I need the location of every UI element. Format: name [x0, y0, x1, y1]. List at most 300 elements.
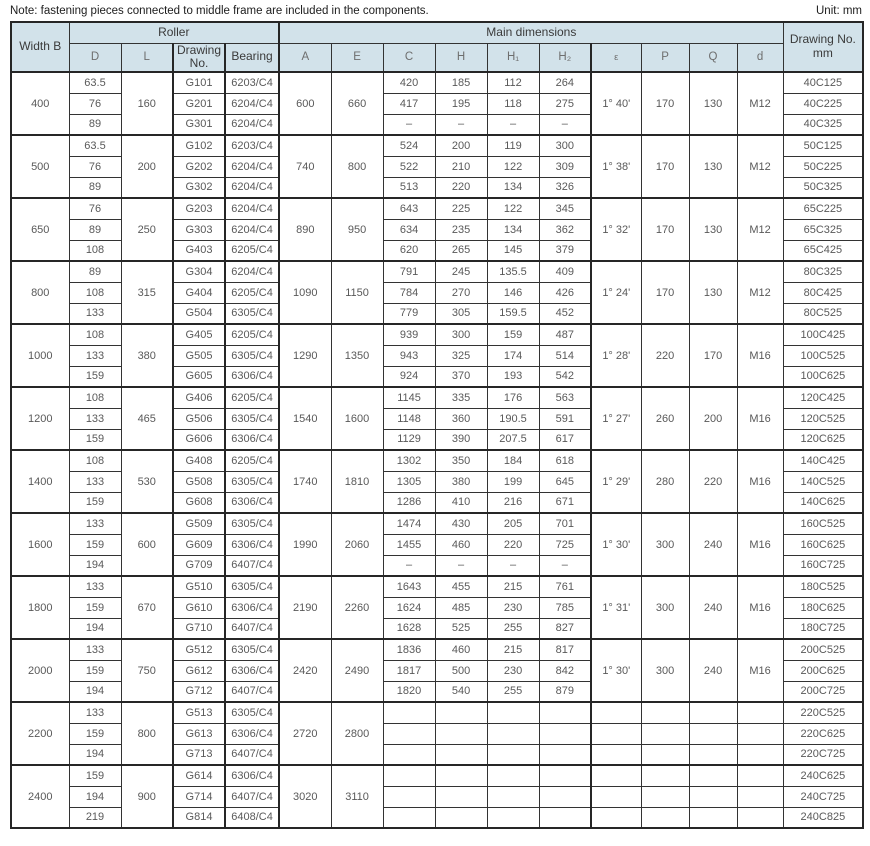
cell-c: 924: [383, 366, 435, 387]
cell-epsilon: 1° 31': [591, 576, 641, 639]
cell-thread-d: [737, 765, 783, 786]
cell-bearing: 6306/C4: [225, 660, 279, 681]
col-header-c: C: [383, 43, 435, 72]
cell-bearing: 6407/C4: [225, 786, 279, 807]
cell-roller-d: 133: [69, 513, 121, 534]
cell-bearing: 6306/C4: [225, 492, 279, 513]
cell-h: 430: [435, 513, 487, 534]
cell-thread-d: M16: [737, 513, 783, 576]
cell-bearing: 6306/C4: [225, 366, 279, 387]
cell-h2: 563: [539, 387, 591, 408]
table-row: [11, 387, 863, 408]
cell-epsilon: [591, 723, 641, 744]
cell-h2: 618: [539, 450, 591, 471]
cell-roller-d: 159: [69, 429, 121, 450]
cell-e: 1600: [331, 387, 383, 450]
cell-thread-d: M12: [737, 198, 783, 261]
cell-c: 420: [383, 72, 435, 93]
cell-bearing: 6204/C4: [225, 219, 279, 240]
cell-roller-drawing-no: G610: [173, 597, 225, 618]
cell-e: 1150: [331, 261, 383, 324]
cell-h: 500: [435, 660, 487, 681]
cell-roller-drawing-no: G709: [173, 555, 225, 576]
cell-p: 220: [641, 324, 689, 387]
cell-bearing: 6305/C4: [225, 639, 279, 660]
cell-drawing-no-mm: 100C625: [783, 366, 863, 387]
cell-roller-drawing-no: G814: [173, 807, 225, 828]
table-row: [11, 198, 863, 219]
cell-drawing-no-mm: 220C525: [783, 702, 863, 723]
cell-roller-d: 133: [69, 408, 121, 429]
cell-bearing: 6205/C4: [225, 240, 279, 261]
cell-drawing-no-mm: 65C425: [783, 240, 863, 261]
cell-c: –: [383, 555, 435, 576]
cell-roller-drawing-no: G202: [173, 156, 225, 177]
cell-h: 200: [435, 135, 487, 156]
cell-roller-d: 159: [69, 597, 121, 618]
cell-e: 2490: [331, 639, 383, 702]
cell-roller-drawing-no: G513: [173, 702, 225, 723]
cell-h1: 193: [487, 366, 539, 387]
cell-h1: 215: [487, 639, 539, 660]
cell-roller-d: 89: [69, 114, 121, 135]
cell-roller-d: 194: [69, 618, 121, 639]
cell-h2: 542: [539, 366, 591, 387]
cell-bearing: 6305/C4: [225, 345, 279, 366]
cell-q: 130: [689, 72, 737, 135]
cell-epsilon: [591, 807, 641, 828]
cell-p: 300: [641, 513, 689, 576]
cell-q: 240: [689, 576, 737, 639]
cell-c: 1643: [383, 576, 435, 597]
cell-h1: –: [487, 555, 539, 576]
cell-q: [689, 702, 737, 723]
cell-drawing-no-mm: 240C625: [783, 765, 863, 786]
cell-p: 170: [641, 135, 689, 198]
cell-q: 130: [689, 198, 737, 261]
cell-h: [435, 786, 487, 807]
cell-roller-d: 159: [69, 660, 121, 681]
cell-h: 390: [435, 429, 487, 450]
cell-c: 1474: [383, 513, 435, 534]
table-row: [11, 702, 863, 723]
cell-a: 1290: [279, 324, 331, 387]
cell-c: 1455: [383, 534, 435, 555]
cell-q: 220: [689, 450, 737, 513]
cell-h1: 135.5: [487, 261, 539, 282]
cell-drawing-no-mm: 180C525: [783, 576, 863, 597]
cell-bearing: 6205/C4: [225, 324, 279, 345]
cell-p: 280: [641, 450, 689, 513]
cell-roller-d: 76: [69, 198, 121, 219]
cell-roller-drawing-no: G712: [173, 681, 225, 702]
cell-thread-d: M16: [737, 576, 783, 639]
cell-drawing-no-mm: 160C525: [783, 513, 863, 534]
cell-h1: 215: [487, 576, 539, 597]
col-header-q: Q: [689, 43, 737, 72]
cell-thread-d: M16: [737, 324, 783, 387]
cell-h: 185: [435, 72, 487, 93]
cell-h1: 176: [487, 387, 539, 408]
cell-roller-d: 63.5: [69, 135, 121, 156]
cell-e: 2060: [331, 513, 383, 576]
col-header-h1: H₁: [487, 43, 539, 72]
cell-roller-drawing-no: G713: [173, 744, 225, 765]
col-header-a: A: [279, 43, 331, 72]
cell-c: 1145: [383, 387, 435, 408]
cell-drawing-no-mm: 220C625: [783, 723, 863, 744]
cell-h1: 230: [487, 597, 539, 618]
cell-drawing-no-mm: 220C725: [783, 744, 863, 765]
cell-h2: 842: [539, 660, 591, 681]
cell-drawing-no-mm: 50C325: [783, 177, 863, 198]
cell-a: 600: [279, 72, 331, 135]
cell-bearing: 6305/C4: [225, 513, 279, 534]
table-row: [11, 450, 863, 471]
cell-h: 485: [435, 597, 487, 618]
cell-bearing: 6306/C4: [225, 429, 279, 450]
cell-epsilon: 1° 28': [591, 324, 641, 387]
cell-drawing-no-mm: 100C525: [783, 345, 863, 366]
cell-drawing-no-mm: 65C225: [783, 198, 863, 219]
cell-drawing-no-mm: 80C325: [783, 261, 863, 282]
cell-h1: 134: [487, 219, 539, 240]
cell-epsilon: [591, 765, 641, 786]
cell-roller-drawing-no: G614: [173, 765, 225, 786]
cell-c: 524: [383, 135, 435, 156]
cell-drawing-no-mm: 140C425: [783, 450, 863, 471]
cell-bearing: 6407/C4: [225, 555, 279, 576]
cell-h: –: [435, 555, 487, 576]
table-row: [11, 72, 863, 93]
cell-roller-drawing-no: G508: [173, 471, 225, 492]
cell-thread-d: [737, 807, 783, 828]
cell-h: [435, 744, 487, 765]
cell-h2: 452: [539, 303, 591, 324]
cell-h: 335: [435, 387, 487, 408]
cell-roller-drawing-no: G406: [173, 387, 225, 408]
cell-h1: 255: [487, 618, 539, 639]
cell-roller-d: 133: [69, 639, 121, 660]
cell-c: 513: [383, 177, 435, 198]
cell-thread-d: [737, 723, 783, 744]
cell-roller-d: 76: [69, 93, 121, 114]
cell-roller-drawing-no: G609: [173, 534, 225, 555]
cell-roller-d: 108: [69, 282, 121, 303]
cell-h2: 725: [539, 534, 591, 555]
cell-thread-d: M16: [737, 387, 783, 450]
table-row: [11, 324, 863, 345]
cell-h: 265: [435, 240, 487, 261]
cell-c: 1286: [383, 492, 435, 513]
cell-bearing: 6306/C4: [225, 534, 279, 555]
cell-c: –: [383, 114, 435, 135]
col-header-bearing: Bearing: [225, 43, 279, 72]
cell-h1: 118: [487, 93, 539, 114]
note-text: Note: fastening pieces connected to middle frame are included in the components.: [10, 5, 429, 17]
cell-roller-drawing-no: G405: [173, 324, 225, 345]
cell-roller-drawing-no: G505: [173, 345, 225, 366]
cell-h2: 264: [539, 72, 591, 93]
cell-h2: 487: [539, 324, 591, 345]
cell-a: 1990: [279, 513, 331, 576]
cell-drawing-no-mm: 120C425: [783, 387, 863, 408]
cell-c: 643: [383, 198, 435, 219]
cell-h1: 207.5: [487, 429, 539, 450]
cell-h: 370: [435, 366, 487, 387]
cell-drawing-no-mm: 240C725: [783, 786, 863, 807]
cell-h2: 645: [539, 471, 591, 492]
col-header-width-b: Width B: [11, 22, 69, 72]
cell-bearing: 6306/C4: [225, 723, 279, 744]
cell-h1: –: [487, 114, 539, 135]
cell-bearing: 6204/C4: [225, 156, 279, 177]
cell-bearing: 6205/C4: [225, 282, 279, 303]
cell-roller-d: 159: [69, 492, 121, 513]
cell-roller-d: 133: [69, 303, 121, 324]
cell-e: 3110: [331, 765, 383, 828]
cell-epsilon: 1° 40': [591, 72, 641, 135]
cell-p: [641, 807, 689, 828]
cell-roller-d: 159: [69, 534, 121, 555]
cell-drawing-no-mm: 100C425: [783, 324, 863, 345]
cell-h1: [487, 723, 539, 744]
cell-c: 939: [383, 324, 435, 345]
cell-drawing-no-mm: 240C825: [783, 807, 863, 828]
cell-bearing: 6205/C4: [225, 387, 279, 408]
cell-p: 170: [641, 261, 689, 324]
cell-h1: [487, 702, 539, 723]
cell-h1: [487, 807, 539, 828]
cell-e: 800: [331, 135, 383, 198]
cell-roller-d: 108: [69, 387, 121, 408]
col-header-epsilon: ε: [591, 43, 641, 72]
cell-roller-d: 159: [69, 723, 121, 744]
cell-h: 525: [435, 618, 487, 639]
cell-h1: 122: [487, 156, 539, 177]
cell-drawing-no-mm: 180C625: [783, 597, 863, 618]
cell-q: [689, 723, 737, 744]
cell-roller-drawing-no: G203: [173, 198, 225, 219]
cell-roller-l: 250: [121, 198, 173, 261]
cell-p: 300: [641, 576, 689, 639]
col-header-l: L: [121, 43, 173, 72]
cell-q: 170: [689, 324, 737, 387]
cell-epsilon: [591, 786, 641, 807]
unit-label: Unit: mm: [816, 5, 862, 17]
cell-p: [641, 723, 689, 744]
cell-drawing-no-mm: 80C425: [783, 282, 863, 303]
cell-c: 522: [383, 156, 435, 177]
cell-h2: 362: [539, 219, 591, 240]
cell-h2: 761: [539, 576, 591, 597]
cell-h1: [487, 786, 539, 807]
cell-p: [641, 744, 689, 765]
cell-thread-d: M12: [737, 72, 783, 135]
col-group-roller: Roller: [69, 22, 279, 43]
cell-h2: 426: [539, 282, 591, 303]
cell-roller-drawing-no: G404: [173, 282, 225, 303]
cell-a: 2190: [279, 576, 331, 639]
cell-bearing: 6407/C4: [225, 618, 279, 639]
cell-a: 2420: [279, 639, 331, 702]
cell-q: 240: [689, 513, 737, 576]
cell-h2: –: [539, 555, 591, 576]
cell-e: 950: [331, 198, 383, 261]
cell-h2: 701: [539, 513, 591, 534]
cell-e: 2260: [331, 576, 383, 639]
cell-bearing: 6204/C4: [225, 93, 279, 114]
cell-e: 1810: [331, 450, 383, 513]
cell-c: 1820: [383, 681, 435, 702]
cell-h2: 785: [539, 597, 591, 618]
cell-roller-l: 530: [121, 450, 173, 513]
cell-roller-drawing-no: G608: [173, 492, 225, 513]
cell-c: [383, 786, 435, 807]
cell-roller-drawing-no: G506: [173, 408, 225, 429]
cell-a: 1090: [279, 261, 331, 324]
cell-h2: 409: [539, 261, 591, 282]
table-body: [11, 72, 863, 828]
cell-p: 300: [641, 639, 689, 702]
cell-c: 1302: [383, 450, 435, 471]
cell-h1: 112: [487, 72, 539, 93]
cell-width-b: 1200: [11, 387, 69, 450]
cell-roller-d: 133: [69, 345, 121, 366]
cell-drawing-no-mm: 80C525: [783, 303, 863, 324]
cell-roller-drawing-no: G606: [173, 429, 225, 450]
cell-bearing: 6203/C4: [225, 135, 279, 156]
cell-c: 1129: [383, 429, 435, 450]
col-header-e: E: [331, 43, 383, 72]
cell-bearing: 6305/C4: [225, 576, 279, 597]
top-line: [10, 5, 862, 17]
cell-h: [435, 702, 487, 723]
cell-h2: [539, 786, 591, 807]
cell-h: 540: [435, 681, 487, 702]
cell-h2: 275: [539, 93, 591, 114]
cell-a: 890: [279, 198, 331, 261]
cell-h1: 199: [487, 471, 539, 492]
cell-h2: 514: [539, 345, 591, 366]
cell-h2: –: [539, 114, 591, 135]
cell-roller-drawing-no: G408: [173, 450, 225, 471]
cell-thread-d: M12: [737, 135, 783, 198]
cell-h2: [539, 723, 591, 744]
cell-thread-d: [737, 744, 783, 765]
cell-drawing-no-mm: 40C225: [783, 93, 863, 114]
cell-roller-l: 160: [121, 72, 173, 135]
cell-h: 325: [435, 345, 487, 366]
cell-q: [689, 765, 737, 786]
cell-width-b: 400: [11, 72, 69, 135]
cell-h1: 119: [487, 135, 539, 156]
cell-h: 305: [435, 303, 487, 324]
cell-p: 260: [641, 387, 689, 450]
col-header-h2: H₂: [539, 43, 591, 72]
cell-roller-l: 900: [121, 765, 173, 828]
cell-roller-d: 159: [69, 765, 121, 786]
cell-drawing-no-mm: 40C125: [783, 72, 863, 93]
cell-width-b: 2400: [11, 765, 69, 828]
cell-thread-d: [737, 786, 783, 807]
cell-roller-l: 380: [121, 324, 173, 387]
cell-roller-l: 200: [121, 135, 173, 198]
cell-p: 170: [641, 72, 689, 135]
cell-width-b: 1000: [11, 324, 69, 387]
cell-roller-d: 89: [69, 177, 121, 198]
cell-drawing-no-mm: 40C325: [783, 114, 863, 135]
cell-h2: 671: [539, 492, 591, 513]
cell-width-b: 500: [11, 135, 69, 198]
cell-h2: 309: [539, 156, 591, 177]
cell-roller-d: 108: [69, 240, 121, 261]
cell-roller-d: 194: [69, 744, 121, 765]
table-row: [11, 135, 863, 156]
cell-h1: [487, 765, 539, 786]
cell-roller-d: 133: [69, 576, 121, 597]
cell-roller-drawing-no: G301: [173, 114, 225, 135]
cell-h1: 122: [487, 198, 539, 219]
cell-drawing-no-mm: 50C225: [783, 156, 863, 177]
cell-drawing-no-mm: 50C125: [783, 135, 863, 156]
cell-h2: [539, 807, 591, 828]
cell-epsilon: 1° 30': [591, 639, 641, 702]
cell-q: [689, 807, 737, 828]
table-row: [11, 513, 863, 534]
cell-h1: 190.5: [487, 408, 539, 429]
cell-c: 779: [383, 303, 435, 324]
cell-h1: 230: [487, 660, 539, 681]
cell-bearing: 6306/C4: [225, 765, 279, 786]
col-header-drawing-no-mm: Drawing No. mm: [783, 22, 863, 72]
cell-roller-l: 600: [121, 513, 173, 576]
cell-width-b: 1800: [11, 576, 69, 639]
cell-epsilon: 1° 38': [591, 135, 641, 198]
cell-drawing-no-mm: 160C725: [783, 555, 863, 576]
cell-epsilon: 1° 27': [591, 387, 641, 450]
cell-roller-drawing-no: G303: [173, 219, 225, 240]
cell-bearing: 6205/C4: [225, 450, 279, 471]
cell-roller-drawing-no: G510: [173, 576, 225, 597]
cell-h1: 159: [487, 324, 539, 345]
cell-h2: 817: [539, 639, 591, 660]
cell-h: [435, 723, 487, 744]
cell-roller-l: 465: [121, 387, 173, 450]
cell-h: –: [435, 114, 487, 135]
cell-h2: 300: [539, 135, 591, 156]
cell-thread-d: M16: [737, 639, 783, 702]
cell-c: 634: [383, 219, 435, 240]
cell-roller-d: 89: [69, 219, 121, 240]
cell-h2: 879: [539, 681, 591, 702]
table-row: [11, 765, 863, 786]
cell-h1: 159.5: [487, 303, 539, 324]
cell-p: [641, 786, 689, 807]
cell-roller-drawing-no: G102: [173, 135, 225, 156]
cell-width-b: 800: [11, 261, 69, 324]
cell-roller-drawing-no: G302: [173, 177, 225, 198]
cell-e: 1350: [331, 324, 383, 387]
cell-h2: 591: [539, 408, 591, 429]
cell-width-b: 2200: [11, 702, 69, 765]
cell-h1: 145: [487, 240, 539, 261]
cell-h2: 379: [539, 240, 591, 261]
cell-a: 3020: [279, 765, 331, 828]
cell-h1: 255: [487, 681, 539, 702]
cell-roller-d: 219: [69, 807, 121, 828]
cell-c: 1836: [383, 639, 435, 660]
